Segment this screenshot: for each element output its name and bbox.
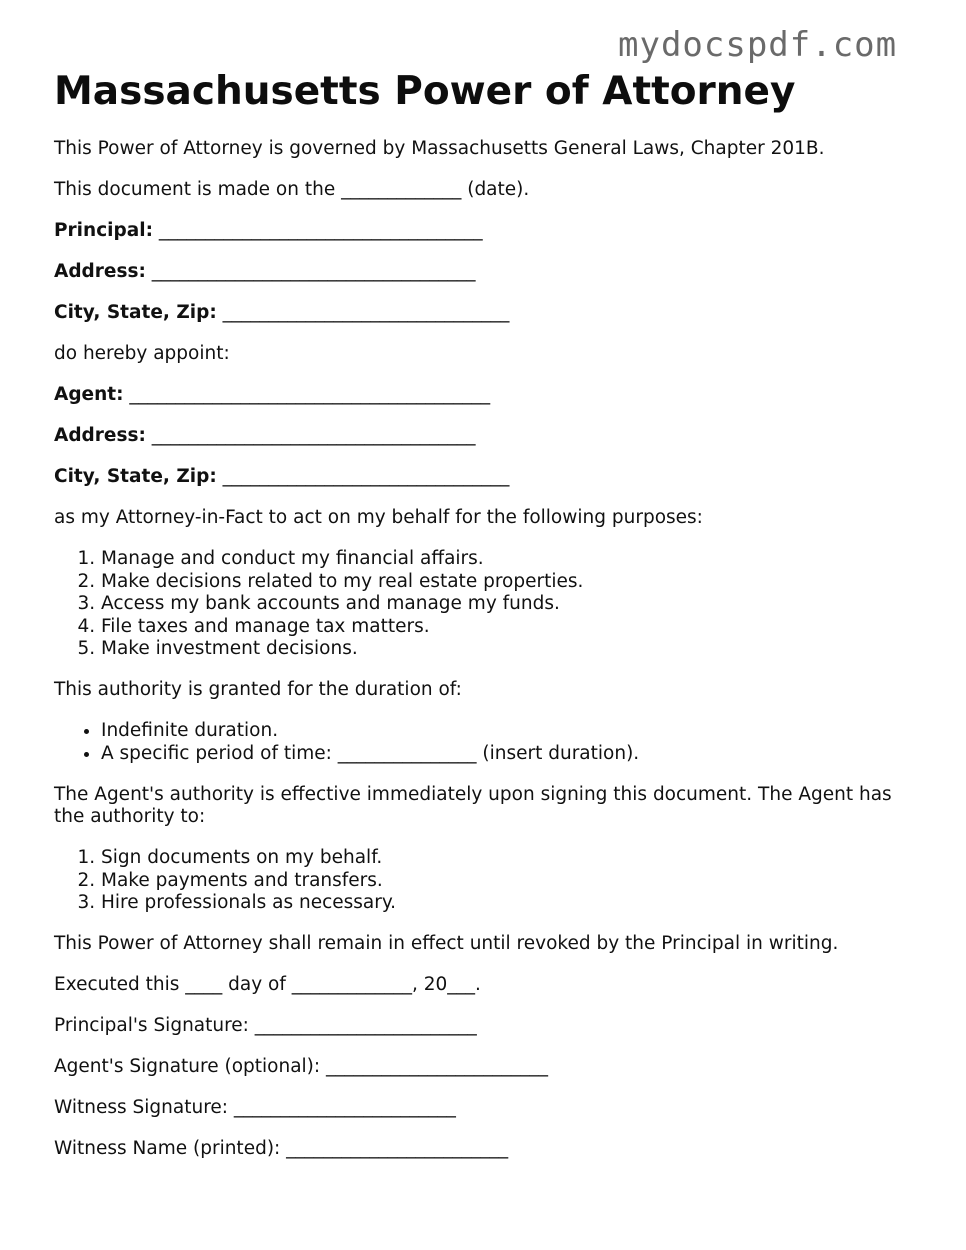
agent-csz-field	[54, 466, 924, 489]
purpose-item: 1. Manage and conduct my financial affairs.	[101, 548, 924, 571]
authority-item: 3. Hire professionals as necessary.	[101, 892, 924, 915]
purposes-list	[54, 548, 924, 661]
appoint-text: do hereby appoint:	[54, 343, 230, 364]
agent-name-field	[54, 384, 924, 407]
agent-csz-blank: _______________________________	[222, 466, 510, 487]
authority-item: 1. Sign documents on my behalf.	[101, 847, 924, 870]
witness-signature-line: Witness Signature: ________________________	[54, 1097, 456, 1118]
agent-csz-label: City, State, Zip:	[54, 466, 217, 487]
agent-address-field	[54, 425, 924, 448]
duration-item: • Indefinite duration.	[101, 720, 924, 743]
agent-name-label: Agent:	[54, 384, 124, 405]
principal-name-field	[54, 220, 924, 243]
agent-address-label: Address:	[54, 425, 146, 446]
authorities-list	[54, 847, 924, 915]
principal-address-field	[54, 261, 924, 284]
witness-name-line: Witness Name (printed): ________________________	[54, 1138, 509, 1159]
principal-address-label: Address:	[54, 261, 146, 282]
agent-name-blank: _______________________________________	[129, 384, 491, 405]
principal-csz-label: City, State, Zip:	[54, 302, 217, 323]
purpose-item: 5. Make investment decisions.	[101, 638, 924, 661]
principal-csz-blank: _______________________________	[222, 302, 510, 323]
principal-csz-field	[54, 302, 924, 325]
purpose-item: 2. Make decisions related to my real estate properties.	[101, 571, 924, 594]
purpose-item: 4. File taxes and manage tax matters.	[101, 616, 924, 639]
executed-line: Executed this ____ day of _____________, 20___.	[54, 974, 481, 995]
duration-item: • A specific period of time: _______________ (insert duration).	[101, 743, 924, 766]
principal-address-blank: ___________________________________	[151, 261, 476, 282]
date-line: This document is made on the _____________ (date).	[54, 179, 530, 200]
watermark: mydocspdf.com	[618, 25, 898, 65]
principal-signature-line: Principal's Signature: ________________________	[54, 1015, 477, 1036]
duration-intro: This authority is granted for the duration of:	[54, 679, 462, 700]
revocation-paragraph: This Power of Attorney shall remain in effect until revoked by the Principal in writing.	[54, 933, 839, 954]
agent-address-blank: ___________________________________	[151, 425, 476, 446]
authority-item: 2. Make payments and transfers.	[101, 870, 924, 893]
document-body	[54, 68, 924, 1179]
purpose-item: 3. Access my bank accounts and manage my funds.	[101, 593, 924, 616]
authority-paragraph: The Agent's authority is effective immediately upon signing this document. The Agent has the authority to:	[54, 783, 892, 827]
agent-signature-line: Agent's Signature (optional): ________________________	[54, 1056, 549, 1077]
principal-name-label: Principal:	[54, 220, 153, 241]
document-title: Massachusetts Power of Attorney	[54, 69, 796, 114]
principal-name-blank: ___________________________________	[158, 220, 483, 241]
duration-list	[54, 720, 924, 765]
intro-paragraph: This Power of Attorney is governed by Massachusetts General Laws, Chapter 201B.	[54, 138, 825, 159]
purposes-intro: as my Attorney-in-Fact to act on my behalf for the following purposes:	[54, 507, 703, 528]
